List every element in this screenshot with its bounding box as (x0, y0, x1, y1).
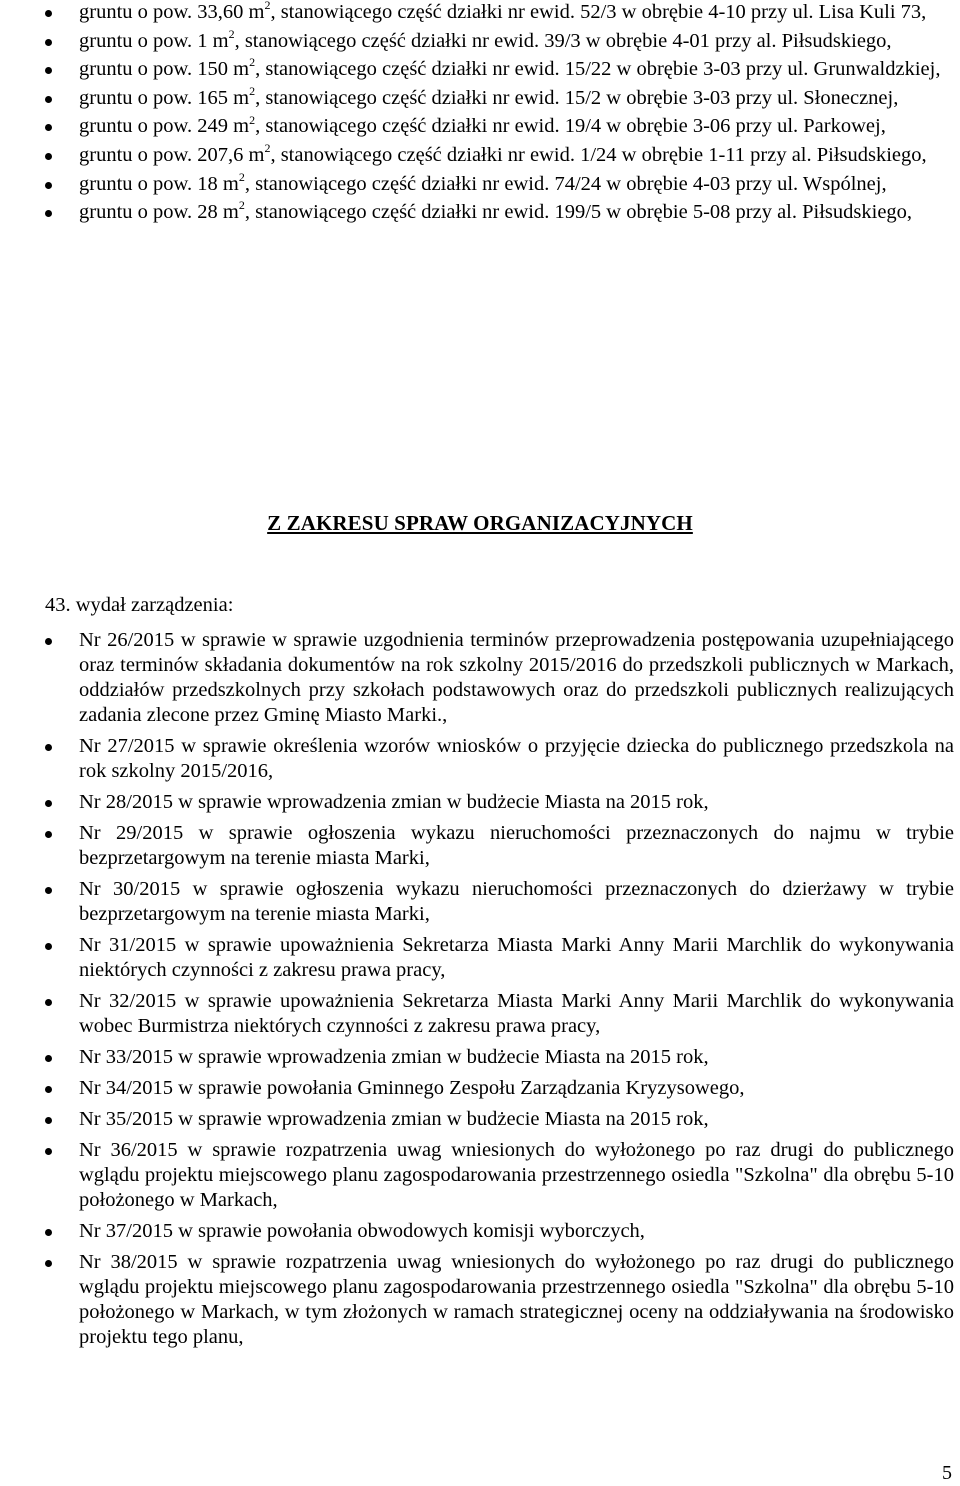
bullet-icon (45, 124, 52, 131)
plot-list (0, 0, 960, 229)
bullet-icon (45, 831, 52, 838)
list-item: gruntu o pow. 18 $m^2$, stanowiącego część działki nr ewid. 74/24 w obrębie 4-03 przy ul. Wspólnej, (0, 172, 960, 197)
list-item: Nr 27/2015 w sprawie określenia wzorów wniosków o przyjęcie dziecka do publicznego przedszkola na rok szkolny 2015/2016, (0, 734, 960, 784)
list-item: Nr 30/2015 w sprawie ogłoszenia wykazu nieruchomości przeznaczonych do dzierżawy w trybie bezprzetargowym na terenie miasta Marki, (0, 877, 960, 927)
bullet-icon (45, 638, 52, 645)
list-item: Nr 34/2015 w sprawie powołania Gminnego Zespołu Zarządzania Kryzysowego, (0, 1076, 960, 1101)
list-item: Nr 38/2015 w sprawie rozpatrzenia uwag wniesionych do wyłożonego po raz drugi do publicznego wglądu projektu miejscowego planu zagospodarowania przestrzennego osiedla "Szkolna" dla obrębu 5-10 położonego w Markach, w tym złożonych w ramach strategicznej oceny na oddziaływania na środowisko projektu tego planu, (0, 1250, 960, 1350)
list-item: gruntu o pow. 165 $m^2$, stanowiącego część działki nr ewid. 15/2 w obrębie 3-03 przy ul. Słonecznej, (0, 86, 960, 111)
list-item: Nr 29/2015 w sprawie ogłoszenia wykazu nieruchomości przeznaczonych do najmu w trybie bezprzetargowym na terenie miasta Marki, (0, 821, 960, 871)
bullet-icon (45, 1148, 52, 1155)
intro-text: 43. wydał zarządzenia: (45, 594, 234, 616)
list-item: gruntu o pow. 28 $m^2$, stanowiącego część działki nr ewid. 199/5 w obrębie 5-08 przy al. Piłsudskiego, (0, 200, 960, 225)
list-item: gruntu o pow. 150 $m^2$, stanowiącego część działki nr ewid. 15/22 w obrębie 3-03 przy ul. Grunwaldzkiej, (0, 57, 960, 82)
bullet-icon (45, 182, 52, 189)
orders-list (0, 628, 960, 1356)
list-item: Nr 35/2015 w sprawie wprowadzenia zmian w budżecie Miasta na 2015 rok, (0, 1107, 960, 1132)
bullet-icon (45, 744, 52, 751)
bullet-icon (45, 96, 52, 103)
list-item: gruntu o pow. 1 $m^2$, stanowiącego część działki nr ewid. 39/3 w obrębie 4-01 przy al. Piłsudskiego, (0, 29, 960, 54)
list-item: gruntu o pow. 33,60 $m^2$, stanowiącego część działki nr ewid. 52/3 w obrębie 4-10 przy ul. Lisa Kuli 73, (0, 0, 960, 25)
bullet-icon (45, 1229, 52, 1236)
list-item: Nr 31/2015 w sprawie upoważnienia Sekretarza Miasta Marki Anny Marii Marchlik do wykonywania niektórych czynności z zakresu prawa pracy, (0, 933, 960, 983)
bullet-icon (45, 1117, 52, 1124)
bullet-icon (45, 887, 52, 894)
list-item: Nr 32/2015 w sprawie upoważnienia Sekretarza Miasta Marki Anny Marii Marchlik do wykonywania wobec Burmistrza niektórych czynności z zakresu prawa pracy, (0, 989, 960, 1039)
bullet-icon (45, 153, 52, 160)
bullet-icon (45, 1260, 52, 1267)
list-item: gruntu o pow. 207,6 $m^2$, stanowiącego część działki nr ewid. 1/24 w obrębie 1-11 przy al. Piłsudskiego, (0, 143, 960, 168)
list-item: Nr 28/2015 w sprawie wprowadzenia zmian w budżecie Miasta na 2015 rok, (0, 790, 960, 815)
section-heading: Z ZAKRESU SPRAW ORGANIZACYJNYCH (267, 511, 693, 535)
page-number: 5 (942, 1462, 952, 1484)
list-item: Nr 37/2015 w sprawie powołania obwodowych komisji wyborczych, (0, 1219, 960, 1244)
bullet-icon (45, 1055, 52, 1062)
bullet-icon (45, 943, 52, 950)
bullet-icon (45, 67, 52, 74)
list-item: gruntu o pow. 249 $m^2$, stanowiącego część działki nr ewid. 19/4 w obrębie 3-06 przy ul. Parkowej, (0, 114, 960, 139)
bullet-icon (45, 800, 52, 807)
bullet-icon (45, 1086, 52, 1093)
list-item: Nr 36/2015 w sprawie rozpatrzenia uwag wniesionych do wyłożonego po raz drugi do publicznego wglądu projektu miejscowego planu zagospodarowania przestrzennego osiedla "Szkolna" dla obrębu 5-10 położonego w Markach, (0, 1138, 960, 1213)
bullet-icon (45, 39, 52, 46)
bullet-icon (45, 210, 52, 217)
list-item: Nr 26/2015 w sprawie w sprawie uzgodnienia terminów przeprowadzenia postępowania uzupełniającego oraz terminów składania dokumentów na rok szkolny 2015/2016 do przedszkoli publicznych w Markach, oddziałów przedszkolnych przy szkołach podstawowych oraz do przedszkoli publicznych realizujących zadania zlecone przez Gminę Miasto Marki., (0, 628, 960, 728)
list-item: Nr 33/2015 w sprawie wprowadzenia zmian w budżecie Miasta na 2015 rok, (0, 1045, 960, 1070)
bullet-icon (45, 999, 52, 1006)
bullet-icon (45, 10, 52, 17)
